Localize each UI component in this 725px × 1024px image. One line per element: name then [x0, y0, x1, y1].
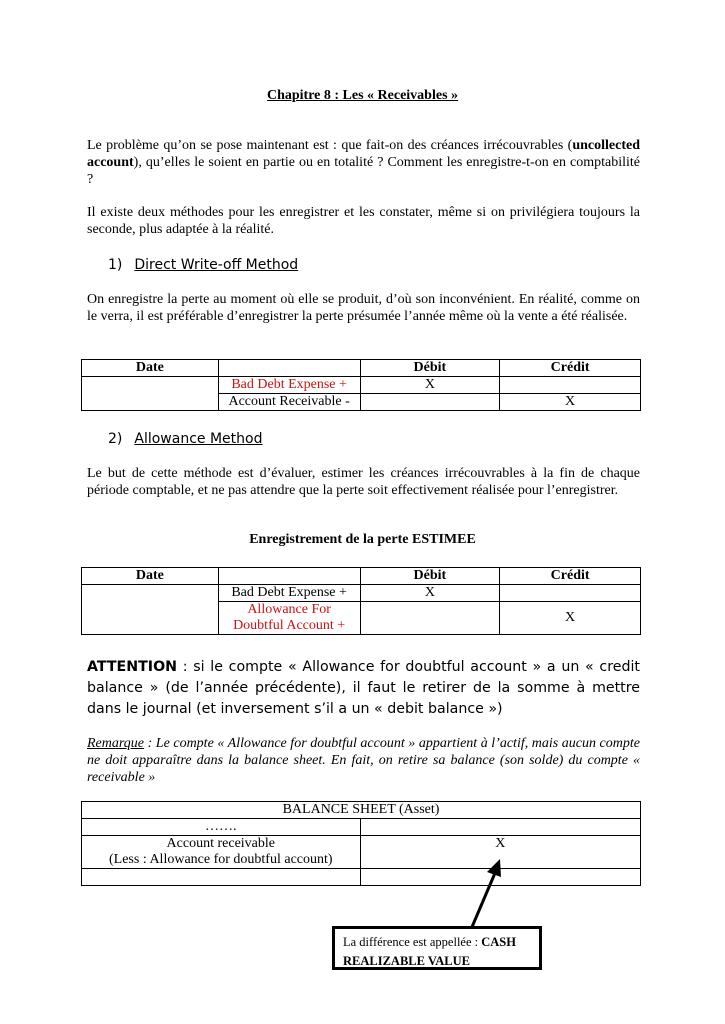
- intro-bold-term: uncollected account: [87, 138, 640, 170]
- table-row: [82, 869, 641, 886]
- credit-cell: X: [500, 602, 641, 635]
- credit-cell: [500, 377, 641, 394]
- date-cell: [82, 585, 219, 635]
- callout-text: La différence est appellée :: [343, 935, 482, 949]
- intro-text-2: ), qu’elles le soient en partie ou en totalité ? Comment les enregistre-t-on en comptabilité ?: [87, 155, 640, 187]
- account-cell: Bad Debt Expense +: [218, 377, 360, 394]
- header-account: [218, 360, 360, 377]
- account-cell: [218, 602, 360, 635]
- attention-label: ATTENTION: [87, 659, 178, 675]
- header-date: Date: [82, 360, 219, 377]
- callout-bold-2: REALIZABLE VALUE: [343, 954, 471, 968]
- section-1-title: Direct Write-off Method: [134, 257, 299, 273]
- account-receivable-label: Account receivable: [166, 836, 275, 851]
- table-row: [82, 802, 641, 819]
- section-2-number: 2): [108, 431, 123, 447]
- section-1-number: 1): [108, 257, 123, 273]
- header-debit: Débit: [360, 568, 500, 585]
- header-credit: Crédit: [500, 568, 641, 585]
- value-cell: X: [360, 836, 640, 869]
- callout-bold-1: CASH: [481, 935, 516, 949]
- credit-cell: [500, 585, 641, 602]
- section-2-subtitle: Enregistrement de la perte ESTIMEE: [249, 532, 476, 547]
- debit-cell: [360, 602, 500, 635]
- account-line-2: Doubtful Account +: [233, 618, 346, 633]
- attention-text: : si le compte « Allowance for doubtful account » a un « credit balance » (de l’année précédente), il faut le retirer de la somme à mettre dans le journal (et inversement s’il a un « debit balance »): [87, 659, 640, 717]
- remarque-label: Remarque: [87, 736, 145, 751]
- table-row: [82, 568, 641, 585]
- section-2-heading: [108, 431, 262, 447]
- intro-paragraph: [87, 137, 640, 188]
- section-1-heading: [108, 257, 298, 273]
- header-date: Date: [82, 568, 219, 585]
- section-2-title: Allowance Method: [134, 431, 263, 447]
- table-row: [82, 585, 641, 602]
- debit-cell: X: [360, 585, 500, 602]
- balance-sheet-header: BALANCE SHEET (Asset): [82, 802, 641, 819]
- date-cell: [82, 377, 219, 411]
- intro-paragraph-2: Il existe deux méthodes pour les enregistrer et les constater, même si on privilégiera toujours la seconde, plus adaptée à la réalité.: [87, 205, 640, 237]
- balance-sheet-table: [81, 801, 641, 886]
- account-cell: [82, 836, 361, 869]
- debit-cell: X: [360, 377, 500, 394]
- attention-note: [87, 657, 640, 720]
- section-2-paragraph: Le but de cette méthode est d’évaluer, estimer les créances irrécouvrables à la fin de chaque période comptable, et ne pas attendre que la perte soit effectivement réalisée pour l’enregistrer.: [87, 466, 640, 498]
- page-title: Chapitre 8 : Les « Receivables »: [266, 88, 459, 103]
- table-row: [82, 836, 641, 869]
- journal-table-2: [81, 567, 641, 635]
- account-cell: Bad Debt Expense +: [218, 585, 360, 602]
- debit-cell: [360, 394, 500, 411]
- arrow-icon: [460, 855, 510, 930]
- header-credit: Crédit: [500, 360, 641, 377]
- intro-text-1: Le problème qu’on se pose maintenant est : que fait-on des créances irrécouvrables (: [87, 138, 573, 153]
- journal-table-1: [81, 359, 641, 411]
- remarque-note: [87, 735, 640, 786]
- credit-cell: X: [500, 394, 641, 411]
- empty-cell: [82, 869, 361, 886]
- account-line-1: Allowance For: [247, 602, 331, 617]
- table-row: [82, 819, 641, 836]
- dots-cell: …….: [82, 819, 361, 836]
- account-cell: Account Receivable -: [218, 394, 360, 411]
- empty-cell: [360, 819, 640, 836]
- table-row: [82, 360, 641, 377]
- cash-realizable-value-callout: [332, 926, 542, 970]
- table-row: [82, 377, 641, 394]
- header-account: [218, 568, 360, 585]
- section-1-paragraph: On enregistre la perte au moment où elle se produit, d’où son inconvénient. En réalité, comme on le verra, il est préférable d’enregistrer la perte présumée l’année même où la vente a été réalisée.: [87, 292, 640, 324]
- remarque-text: : Le compte « Allowance for doubtful account » appartient à l’actif, mais aucun compte ne doit apparaître dans la balance sheet. En fait, on retire sa balance (son solde) du compte « receivable »: [87, 736, 640, 785]
- allowance-label: (Less : Allowance for doubtful account): [109, 852, 333, 867]
- header-debit: Débit: [360, 360, 500, 377]
